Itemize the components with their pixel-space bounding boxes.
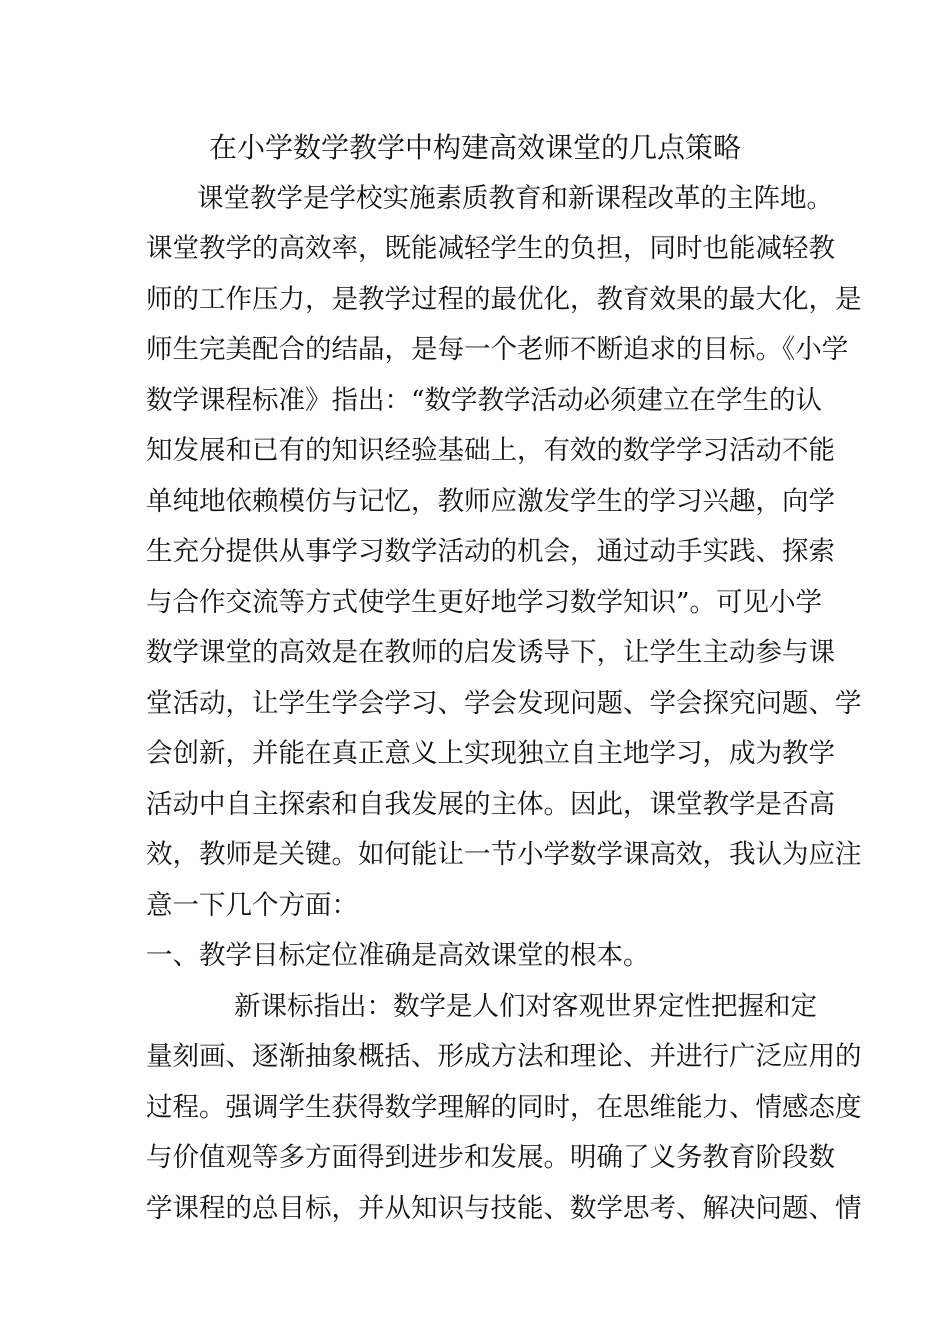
paragraph-line: 意一下几个方面： [146, 890, 358, 921]
document-title: 在小学数学教学中构建高效课堂的几点策略 [208, 131, 741, 164]
paragraph-line: 与价值观等多方面得到进步和发展。明确了义务教育阶段数 [146, 1142, 835, 1173]
paragraph-line: 会创新，并能在真正意义上实现独立自主地学习，成为教学 [146, 738, 835, 769]
paragraph-line: 知发展和已有的知识经验基础上，有效的数学学习活动不能 [146, 435, 835, 466]
paragraph-line: 效，教师是关键。如何能让一节小学数学课高效，我认为应注 [146, 839, 862, 870]
paragraph-line: 过程。强调学生获得数学理解的同时，在思维能力、情感态度 [146, 1092, 862, 1123]
paragraph-line: 量刻画、逐渐抽象概括、形成方法和理论、并进行广泛应用的 [146, 1041, 862, 1072]
paragraph-line: 课堂教学的高效率，既能减轻学生的负担，同时也能减轻教 [146, 233, 835, 264]
paragraph-line: 学课程的总目标，并从知识与技能、数学思考、解决问题、情 [146, 1193, 862, 1224]
paragraph-line: 堂活动，让学生学会学习、学会发现问题、学会探究问题、学 [146, 688, 862, 719]
section-heading: 一、教学目标定位准确是高效课堂的根本。 [146, 940, 650, 971]
paragraph-line: 课堂教学是学校实施素质教育和新课程改革的主阵地。 [197, 183, 833, 214]
paragraph-line: 活动中自主探索和自我发展的主体。因此，课堂教学是否高 [146, 789, 835, 820]
paragraph-line: 数学课堂的高效是在教师的启发诱导下，让学生主动参与课 [146, 637, 835, 668]
paragraph-line: 单纯地依赖模仿与记忆，教师应激发学生的学习兴趣，向学 [146, 486, 835, 517]
paragraph-line: 与合作交流等方式使学生更好地学习数学知识”。可见小学 [146, 587, 823, 618]
paragraph-line: 新课标指出：数学是人们对客观世界定性把握和定 [234, 991, 817, 1022]
paragraph-line: 数学课程标准》指出：“数学教学活动必须建立在学生的认 [146, 385, 823, 416]
paragraph-line: 师的工作压力，是教学过程的最优化，教育效果的最大化，是 [146, 284, 862, 315]
paragraph-line: 师生完美配合的结晶，是每一个老师不断追求的目标。《小学 [146, 334, 849, 365]
paragraph-line: 生充分提供从事学习数学活动的机会，通过动手实践、探索 [146, 536, 835, 567]
